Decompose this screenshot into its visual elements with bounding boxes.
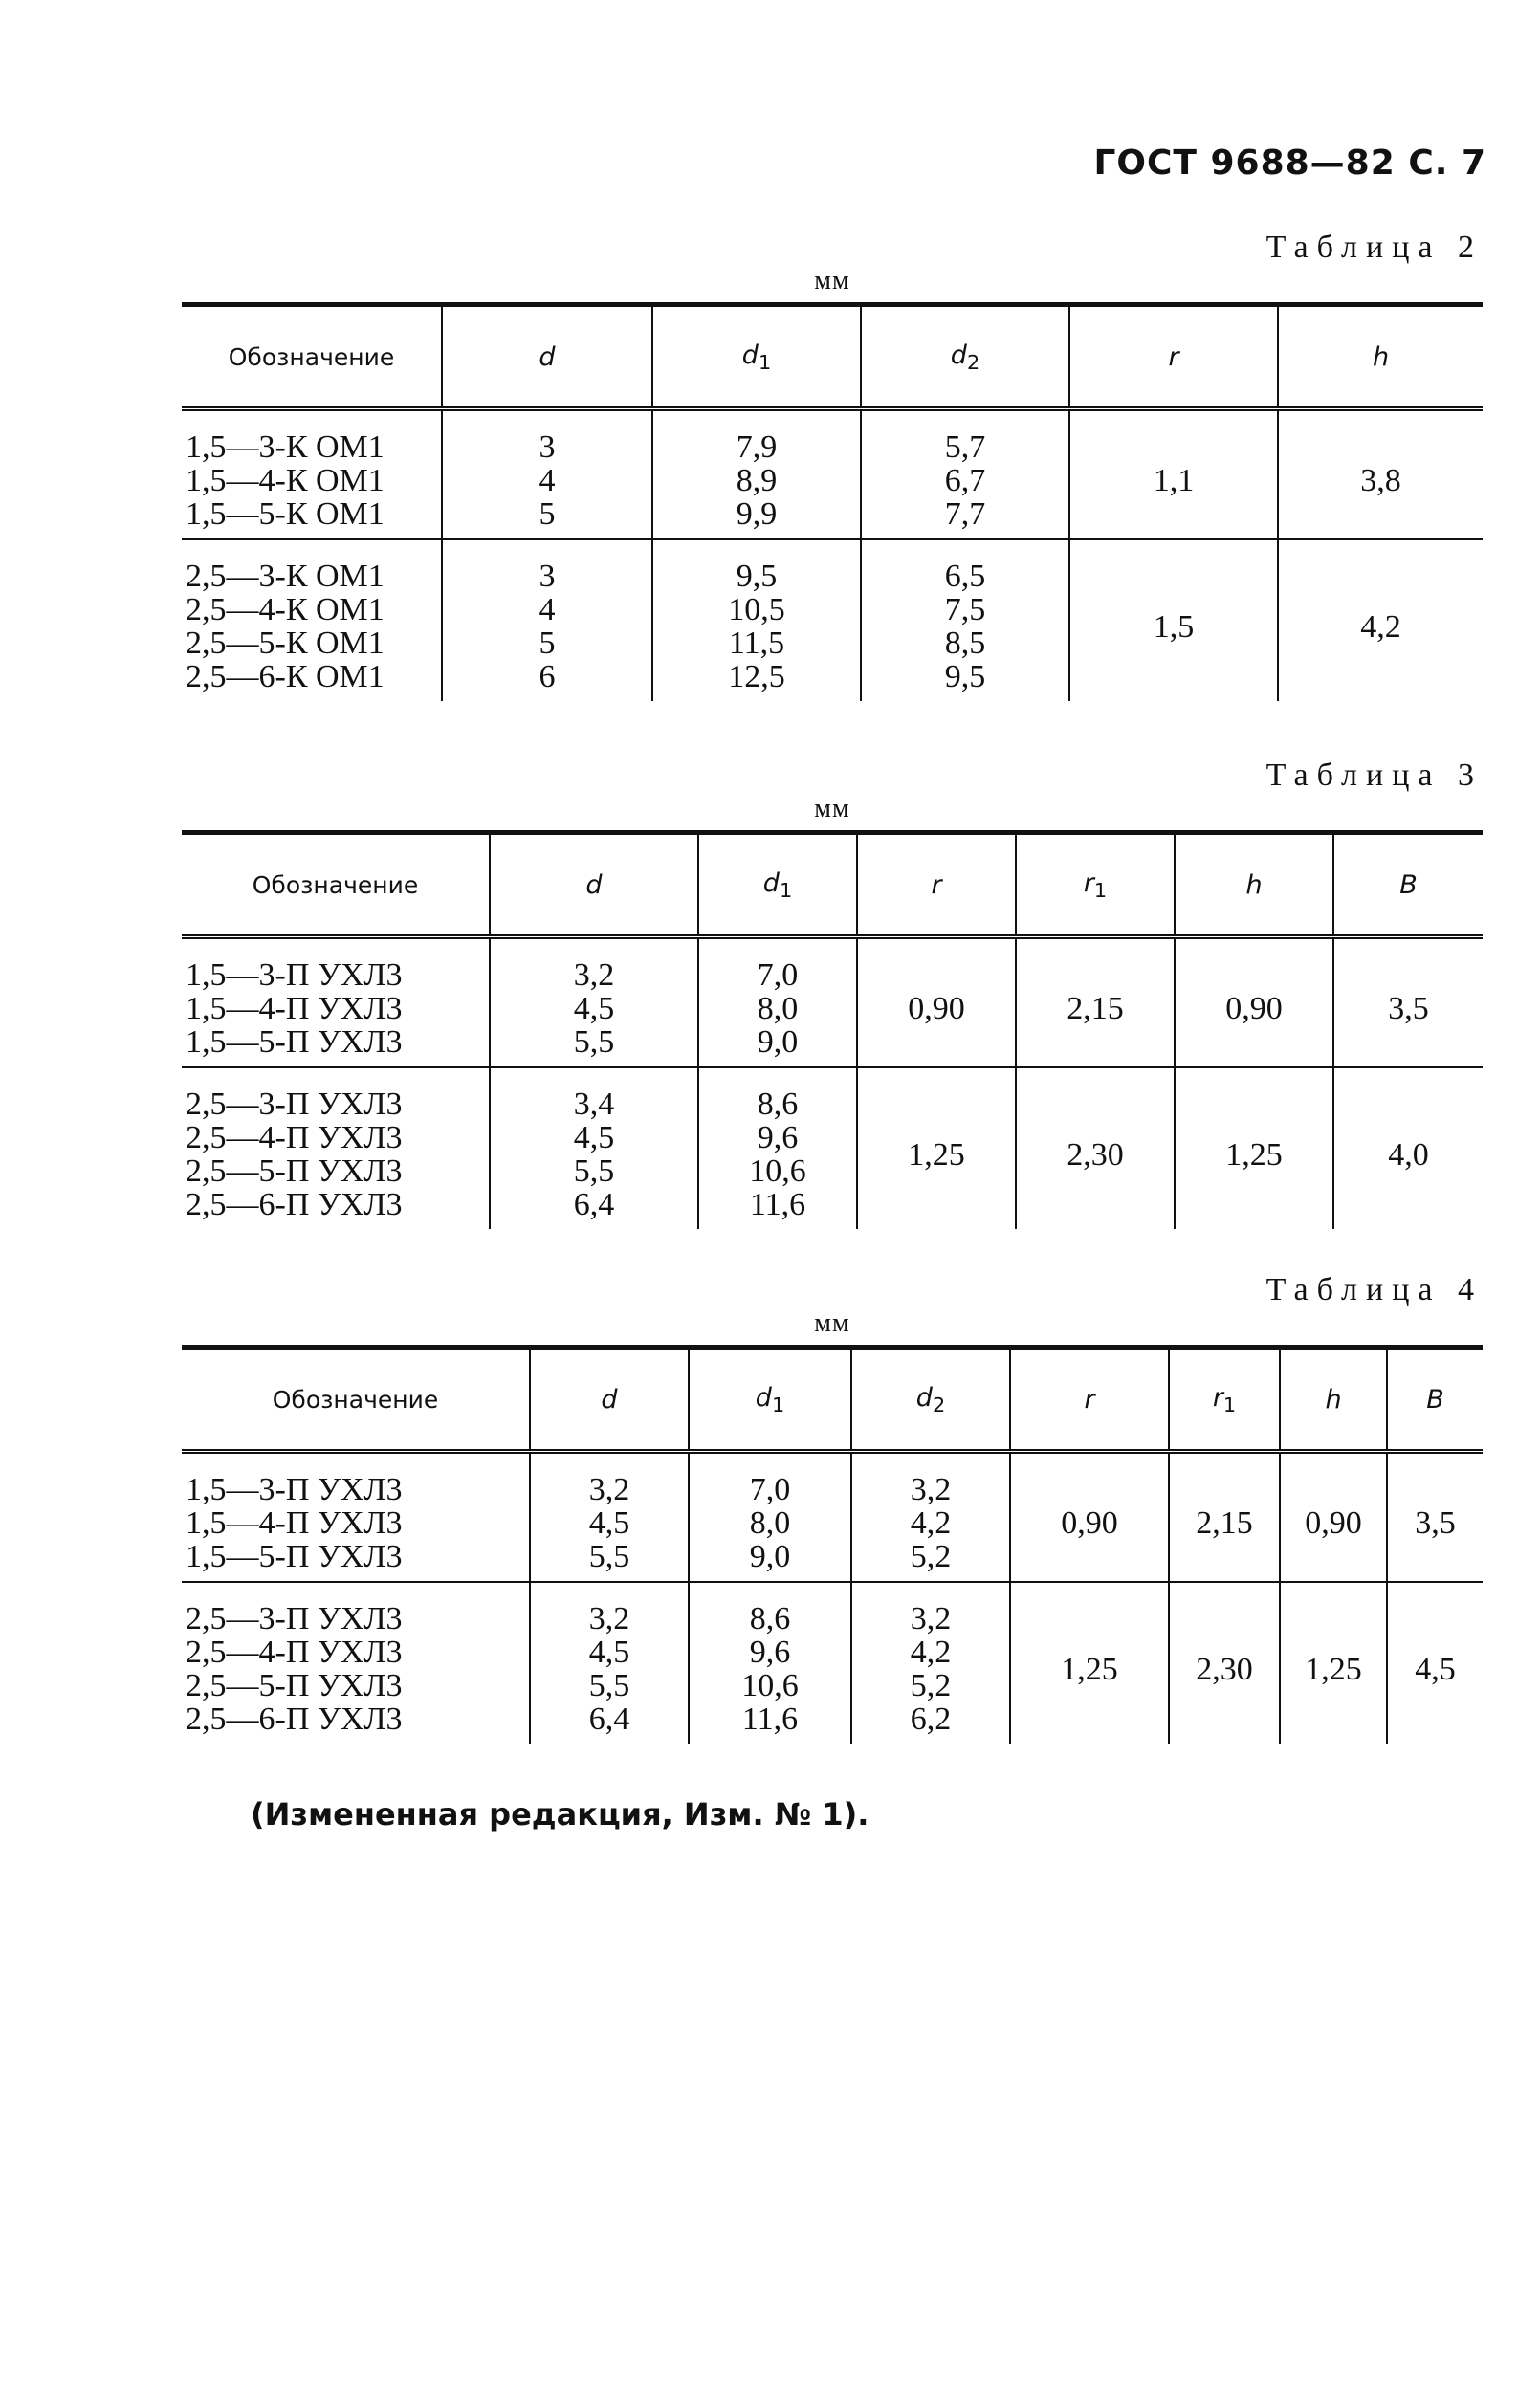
column-symbol: d (585, 869, 603, 900)
column-header (1280, 1348, 1387, 1452)
column-symbol: r (1084, 1384, 1095, 1415)
value: 3 (539, 559, 556, 594)
shared-value-cell: 3,8 (1278, 409, 1483, 540)
column-header (1175, 833, 1333, 937)
header-row (182, 1348, 1483, 1452)
designation: 2,5—3-П УХЛ3 (186, 1087, 403, 1122)
column-symbol: B (1426, 1384, 1444, 1415)
value: 5 (539, 496, 556, 532)
value: 9,5 (736, 559, 778, 594)
value: 3,2 (910, 1601, 952, 1636)
shared-value-cell: 4,2 (1278, 539, 1483, 701)
column-header (1069, 305, 1278, 409)
value: 5,7 (944, 429, 986, 465)
column-subscript: 1 (1093, 878, 1108, 902)
value: 9,0 (749, 1539, 791, 1574)
column-header (1010, 1348, 1169, 1452)
column-header (861, 305, 1069, 409)
column-header (530, 1348, 689, 1452)
shared-value-cell: 1,25 (1280, 1582, 1387, 1744)
shared-value-cell: 1,25 (857, 1067, 1016, 1229)
value: 3,2 (573, 957, 615, 993)
unit-label: мм (814, 1308, 850, 1338)
value: 9,6 (757, 1120, 799, 1155)
column-header-label: Обозначение (228, 342, 395, 371)
value: 5,2 (910, 1668, 952, 1703)
value: 11,6 (749, 1187, 806, 1222)
shared-value-cell: 1,25 (1175, 1067, 1333, 1229)
value: 12,5 (728, 659, 785, 694)
value: 9,9 (736, 496, 778, 532)
value-cell (851, 1452, 1010, 1583)
column-header (1169, 1348, 1280, 1452)
table-title: Таблица 2 (1265, 230, 1483, 265)
column-symbol: d (755, 1382, 772, 1413)
column-header (1387, 1348, 1483, 1452)
value: 3,2 (588, 1472, 630, 1507)
column-symbol: r (1083, 867, 1094, 898)
value: 4,5 (588, 1635, 630, 1670)
row-group (182, 1067, 1483, 1229)
designation: 1,5—5-П УХЛ3 (186, 1024, 403, 1060)
shared-value-cell: 0,90 (1280, 1452, 1387, 1583)
value: 3 (539, 429, 556, 465)
value: 8,6 (749, 1601, 791, 1636)
value: 3,2 (910, 1472, 952, 1507)
value-cell (851, 1582, 1010, 1744)
value: 11,6 (741, 1701, 799, 1737)
value: 3,4 (573, 1087, 615, 1122)
column-symbol: r (931, 869, 942, 900)
column-header (698, 833, 857, 937)
designation: 2,5—4-П УХЛ3 (186, 1635, 403, 1670)
column-subscript: 1 (1222, 1393, 1237, 1416)
column-header-label: Обозначение (252, 870, 419, 899)
designation: 2,5—3-П УХЛ3 (186, 1601, 403, 1636)
designation: 2,5—4-П УХЛ3 (186, 1120, 403, 1155)
column-subscript: 1 (758, 350, 772, 374)
designation-cell (182, 1452, 530, 1583)
row-group (182, 539, 1483, 701)
value: 5,5 (573, 1024, 615, 1060)
value: 7,5 (944, 592, 986, 627)
designation: 1,5—3-П УХЛ3 (186, 957, 403, 993)
column-symbol: d (601, 1384, 618, 1415)
designation: 1,5—4-П УХЛ3 (186, 1505, 403, 1541)
value: 4,5 (573, 991, 615, 1026)
table-title: Таблица 4 (1265, 1272, 1483, 1307)
value: 7,0 (749, 1472, 791, 1507)
table-4-block (182, 1272, 1483, 1744)
table-title: Таблица 3 (1265, 757, 1483, 793)
designation: 2,5—6-К ОМ1 (186, 659, 385, 694)
value: 6,4 (573, 1187, 615, 1222)
column-header (689, 1348, 851, 1452)
value: 9,0 (757, 1024, 799, 1060)
column-symbol: B (1399, 869, 1418, 900)
value: 7,0 (757, 957, 799, 993)
column-header (1016, 833, 1175, 937)
column-subscript: 1 (771, 1393, 785, 1416)
value: 6,4 (588, 1701, 630, 1737)
column-header (442, 305, 652, 409)
designation: 2,5—5-П УХЛ3 (186, 1668, 403, 1703)
column-symbol: d (741, 340, 759, 370)
shared-value-cell: 0,90 (857, 937, 1016, 1068)
value-cell (652, 409, 861, 540)
designation-cell (182, 409, 442, 540)
data-table (182, 302, 1483, 701)
designation: 1,5—5-К ОМ1 (186, 496, 385, 532)
column-subscript: 1 (779, 878, 793, 902)
value: 4 (539, 592, 556, 627)
row-group (182, 1582, 1483, 1744)
shared-value-cell: 3,5 (1387, 1452, 1483, 1583)
value: 3,2 (588, 1601, 630, 1636)
value: 4,5 (588, 1505, 630, 1541)
value: 5,2 (910, 1539, 952, 1574)
designation: 2,5—5-К ОМ1 (186, 626, 385, 661)
unit-label: мм (814, 794, 850, 823)
value-cell (698, 937, 857, 1068)
value: 11,5 (728, 626, 785, 661)
value: 5,5 (588, 1539, 630, 1574)
row-group (182, 1452, 1483, 1583)
column-symbol: d (762, 867, 780, 898)
row-group (182, 409, 1483, 540)
value: 7,7 (944, 496, 986, 532)
value: 10,5 (728, 592, 785, 627)
shared-value-cell: 4,5 (1387, 1582, 1483, 1744)
row-group (182, 937, 1483, 1068)
shared-value-cell: 0,90 (1010, 1452, 1169, 1583)
column-header-designation (182, 305, 442, 409)
value-cell (530, 1452, 689, 1583)
value: 4 (539, 463, 556, 498)
value: 8,9 (736, 463, 778, 498)
shared-value-cell: 2,15 (1016, 937, 1175, 1068)
shared-value-cell: 0,90 (1175, 937, 1333, 1068)
column-subscript: 2 (932, 1393, 946, 1416)
value-cell (442, 539, 652, 701)
value: 4,5 (573, 1120, 615, 1155)
value: 9,6 (749, 1635, 791, 1670)
column-header-designation (182, 833, 490, 937)
column-symbol: d (539, 341, 556, 372)
column-symbol: r (1212, 1382, 1223, 1413)
designation-cell (182, 937, 490, 1068)
column-symbol: d (950, 340, 967, 370)
designation: 2,5—6-П УХЛ3 (186, 1187, 403, 1222)
column-header (857, 833, 1016, 937)
value-cell (490, 937, 698, 1068)
column-header-label: Обозначение (272, 1385, 439, 1414)
value: 5 (539, 626, 556, 661)
table-2-block (182, 230, 1483, 701)
designation: 2,5—4-К ОМ1 (186, 592, 385, 627)
value: 4,2 (910, 1635, 952, 1670)
designation: 2,5—6-П УХЛ3 (186, 1701, 403, 1737)
column-header (851, 1348, 1010, 1452)
column-header-designation (182, 1348, 530, 1452)
value-cell (689, 1582, 851, 1744)
value-cell (490, 1067, 698, 1229)
column-symbol: d (915, 1382, 933, 1413)
designation: 1,5—3-К ОМ1 (186, 429, 385, 465)
designation: 1,5—5-П УХЛ3 (186, 1539, 403, 1574)
value-cell (530, 1582, 689, 1744)
designation-cell (182, 539, 442, 701)
value: 6,5 (944, 559, 986, 594)
value: 6,7 (944, 463, 986, 498)
value: 10,6 (749, 1153, 806, 1189)
column-header (1333, 833, 1483, 937)
column-header (652, 305, 861, 409)
value-cell (861, 539, 1069, 701)
shared-value-cell: 4,0 (1333, 1067, 1483, 1229)
value-cell (652, 539, 861, 701)
column-subscript: 2 (966, 350, 980, 374)
designation: 1,5—4-П УХЛ3 (186, 991, 403, 1026)
value-cell (861, 409, 1069, 540)
value: 8,0 (749, 1505, 791, 1541)
header-row (182, 833, 1483, 937)
shared-value-cell: 1,5 (1069, 539, 1278, 701)
column-header (490, 833, 698, 937)
value: 8,5 (944, 626, 986, 661)
value-cell (698, 1067, 857, 1229)
value: 7,9 (736, 429, 778, 465)
value: 8,6 (757, 1087, 799, 1122)
value: 4,2 (910, 1505, 952, 1541)
value: 5,5 (573, 1153, 615, 1189)
designation-cell (182, 1067, 490, 1229)
table-3-block (182, 757, 1483, 1229)
value: 9,5 (944, 659, 986, 694)
value: 6,2 (910, 1701, 952, 1737)
unit-label: мм (814, 266, 850, 296)
data-table (182, 830, 1483, 1229)
revision-note: (Измененная редакция, Изм. № 1). (251, 1796, 869, 1833)
column-symbol: h (1245, 869, 1263, 900)
designation: 1,5—4-К ОМ1 (186, 463, 385, 498)
shared-value-cell: 1,25 (1010, 1582, 1169, 1744)
column-header (1278, 305, 1483, 409)
page-header: ГОСТ 9688—82 С. 7 (1093, 143, 1486, 183)
shared-value-cell: 2,30 (1169, 1582, 1280, 1744)
data-table (182, 1345, 1483, 1744)
value-cell (442, 409, 652, 540)
value: 5,5 (588, 1668, 630, 1703)
designation: 2,5—5-П УХЛ3 (186, 1153, 403, 1189)
value: 8,0 (757, 991, 799, 1026)
column-symbol: h (1372, 341, 1390, 372)
column-symbol: h (1325, 1384, 1342, 1415)
designation: 1,5—3-П УХЛ3 (186, 1472, 403, 1507)
shared-value-cell: 3,5 (1333, 937, 1483, 1068)
value-cell (689, 1452, 851, 1583)
shared-value-cell: 1,1 (1069, 409, 1278, 540)
designation: 2,5—3-К ОМ1 (186, 559, 385, 594)
shared-value-cell: 2,30 (1016, 1067, 1175, 1229)
value: 6 (539, 659, 556, 694)
value: 10,6 (741, 1668, 799, 1703)
header-row (182, 305, 1483, 409)
designation-cell (182, 1582, 530, 1744)
shared-value-cell: 2,15 (1169, 1452, 1280, 1583)
column-symbol: r (1168, 341, 1179, 372)
